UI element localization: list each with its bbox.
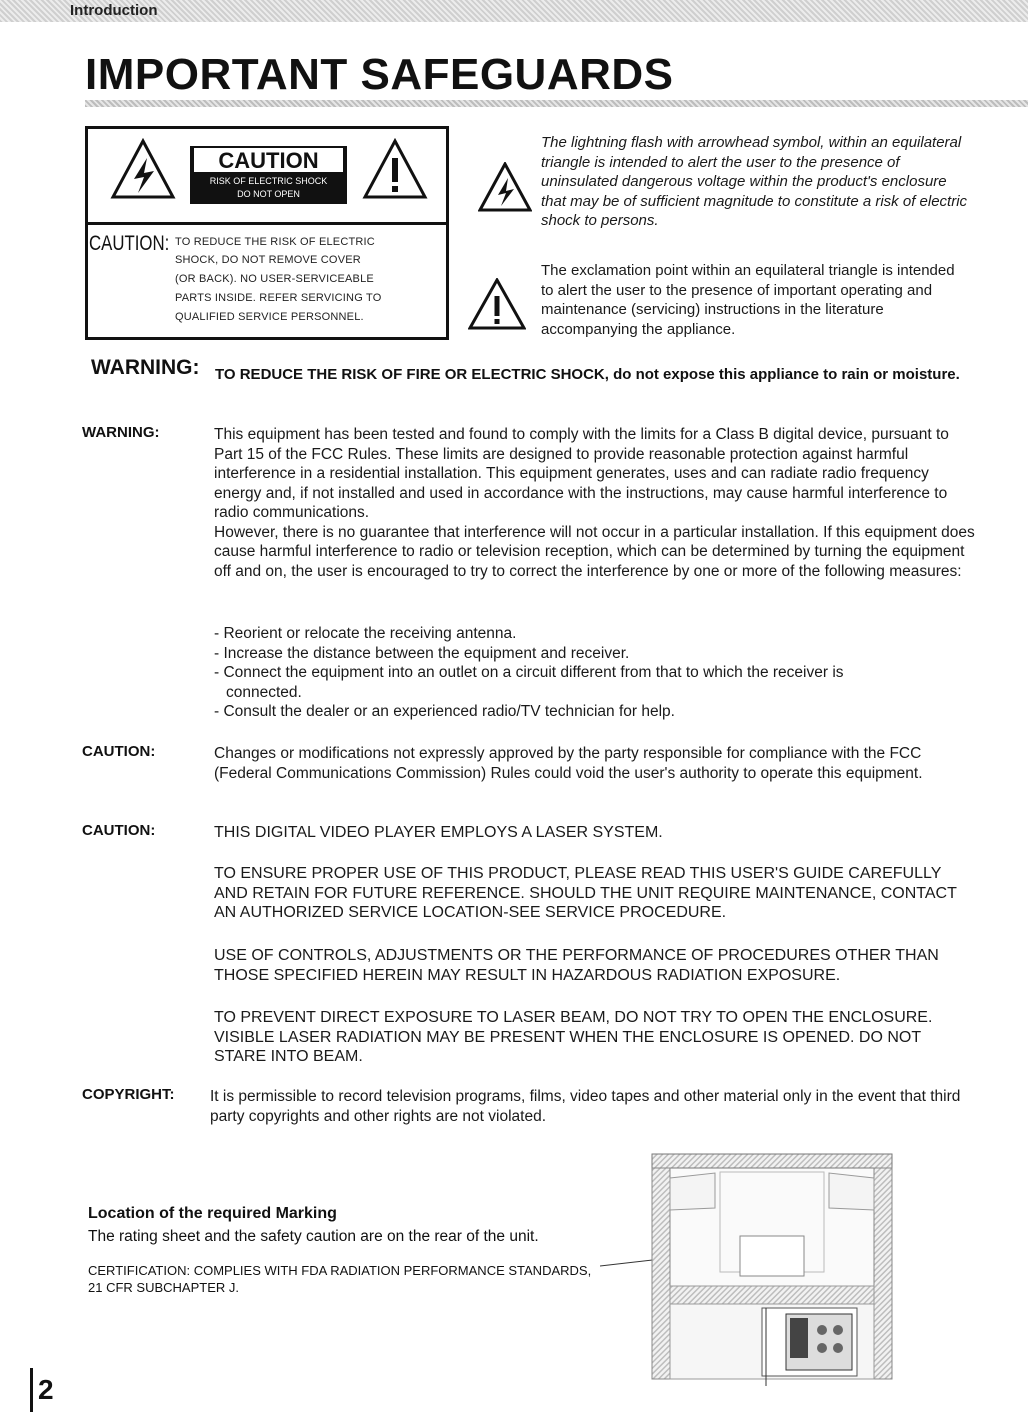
caution-laser-p2: TO ENSURE PROPER USE OF THIS PRODUCT, PLEASE READ THIS USER'S GUIDE CAREFULLY AND RETAIN FOR FUTURE REFERENCE. SHOULD THE UNIT REQUIRE MAINTENANCE, CONTACT AN AUTHORIZED SERVICE LOCATION-SEE SERVICE PROCEDURE. bbox=[214, 865, 957, 921]
caution-laser-label: CAUTION: bbox=[82, 822, 156, 839]
caution-banner-line-2: DO NOT OPEN bbox=[237, 189, 300, 199]
measure-item: connected. bbox=[226, 683, 302, 701]
location-heading: Location of the required Marking bbox=[88, 1205, 337, 1222]
lightning-symbol-icon bbox=[478, 162, 532, 212]
copyright-label: COPYRIGHT: bbox=[82, 1086, 175, 1103]
caution-line: QUALIFIED SERVICE PERSONNEL. bbox=[175, 311, 364, 323]
title-rule bbox=[85, 100, 1028, 107]
section-label: Introduction bbox=[70, 2, 158, 19]
caution-laser-p1: THIS DIGITAL VIDEO PLAYER EMPLOYS A LASER SYSTEM. bbox=[214, 824, 663, 841]
caution-banner-line-1: RISK OF ELECTRIC SHOCK bbox=[209, 176, 328, 186]
lightning-warning-icon bbox=[110, 138, 176, 200]
warning-fcc-p2: However, there is no guarantee that interference will not occur in a particular installation. If this equipment does cause harmful interference to radio or television reception, which can be determined by turning the equipment off and on, the user is encouraged to try to correct the interference by one or more of the following measures: bbox=[214, 523, 975, 580]
page-title: IMPORTANT SAFEGUARDS bbox=[85, 50, 674, 99]
caution-line: TO REDUCE THE RISK OF ELECTRIC bbox=[175, 236, 375, 248]
caution-fcc-text: Changes or modifications not expressly approved by the party responsible for compliance with the FCC (Federal Communications Commission) Rules could void the user's authority to operate this equipment. bbox=[214, 745, 923, 782]
location-text: The rating sheet and the safety caution are on the rear of the unit. bbox=[88, 1228, 539, 1245]
warning-fcc-body bbox=[214, 425, 977, 581]
caution-fcc-label: CAUTION: bbox=[82, 743, 156, 760]
caution-line: (OR BACK). NO USER-SERVICEABLE bbox=[175, 273, 374, 285]
caution-label: CAUTION: bbox=[89, 232, 170, 255]
exclamation-warning-icon bbox=[362, 138, 428, 200]
exclamation-symbol-icon bbox=[468, 278, 526, 330]
caution-banner-title: CAUTION bbox=[194, 148, 343, 172]
caution-line: PARTS INSIDE. REFER SERVICING TO bbox=[175, 292, 382, 304]
unit-rear-illustration bbox=[600, 1148, 900, 1388]
warning-main-label: WARNING: bbox=[91, 356, 200, 379]
exclamation-description: The exclamation point within an equilateral triangle is intended to alert the user to the presence of important operating and maintenance (servicing) instructions in the literature accompanying the appliance. bbox=[541, 262, 955, 338]
measure-item: - Consult the dealer or an experienced radio/TV technician for help. bbox=[214, 703, 675, 720]
caution-line: SHOCK, DO NOT REMOVE COVER bbox=[175, 254, 361, 266]
caution-box-divider bbox=[85, 222, 449, 225]
page-number-bar bbox=[30, 1368, 33, 1412]
measure-item: - Increase the distance between the equipment and receiver. bbox=[214, 644, 630, 662]
caution-laser-p4: TO PREVENT DIRECT EXPOSURE TO LASER BEAM, DO NOT TRY TO OPEN THE ENCLOSURE. VISIBLE LASER RADIATION MAY BE PRESENT WHEN THE ENCLOSURE IS OPENED. DO NOT STARE INTO BEAM. bbox=[214, 1009, 933, 1065]
page-number: 2 bbox=[38, 1374, 54, 1405]
lightning-description: The lightning flash with arrowhead symbol, within an equilateral triangle is intended to alert the user to the presence of uninsulated dangerous voltage within the product's enclosure that may be of sufficient magnitude to constitute a risk of electric shock to persons. bbox=[541, 134, 968, 229]
caution-laser-p3: USE OF CONTROLS, ADJUSTMENTS OR THE PERFORMANCE OF PROCEDURES OTHER THAN THOSE SPECIFIED HEREIN MAY RESULT IN HAZARDOUS RADIATION EXPOSURE. bbox=[214, 947, 939, 984]
measure-item: - Reorient or relocate the receiving antenna. bbox=[214, 625, 517, 642]
measures-list bbox=[214, 624, 977, 722]
warning-fcc-label: WARNING: bbox=[82, 424, 160, 441]
warning-fcc-p1: This equipment has been tested and found to comply with the limits for a Class B digital device, pursuant to Part 15 of the FCC Rules. These limits are designed to provide reasonable protection against harmful interference in a residential installation. This equipment generates, uses and can radiate radio frequency energy and, if not installed and used in accordance with the instructions, may cause harmful interference to radio communications. bbox=[214, 426, 949, 521]
warning-main-text: TO REDUCE THE RISK OF FIRE OR ELECTRIC SHOCK, do not expose this appliance to rain or moisture. bbox=[215, 366, 960, 383]
measure-item: - Connect the equipment into an outlet on a circuit different from that to which the receiver is bbox=[214, 664, 844, 681]
certification-text: CERTIFICATION: COMPLIES WITH FDA RADIATION PERFORMANCE STANDARDS, 21 CFR SUBCHAPTER J. bbox=[88, 1263, 592, 1295]
copyright-text: It is permissible to record television programs, films, video tapes and other material only in the event that third party copyrights and other rights are not violated. bbox=[210, 1088, 961, 1125]
